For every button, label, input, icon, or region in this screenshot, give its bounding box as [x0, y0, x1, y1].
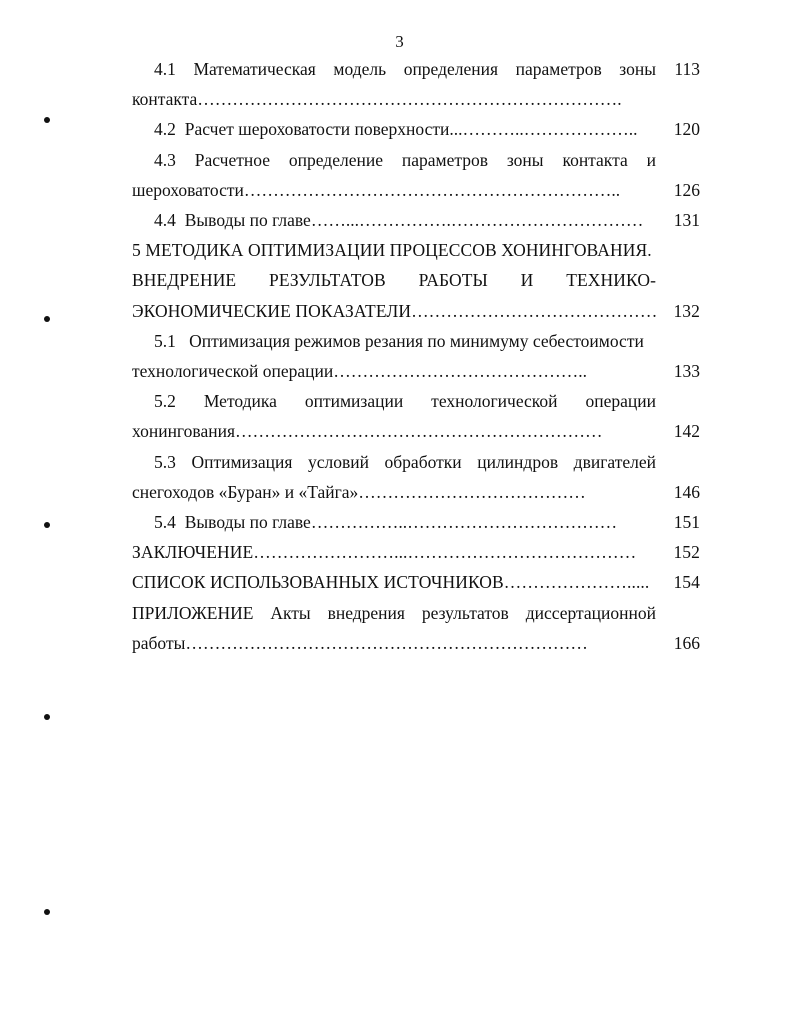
- toc-page: 133: [673, 361, 700, 382]
- toc-word: РАБОТЫ: [418, 270, 488, 291]
- toc-word: внедрения: [327, 602, 405, 623]
- toc-entry-title: Выводы по главе……...…………….……………………………: [184, 210, 644, 231]
- toc-page: 142: [673, 421, 700, 442]
- toc-entry-title-cont: ЭКОНОМИЧЕСКИЕ ПОКАЗАТЕЛИ……………………………………: [132, 300, 658, 321]
- toc-entry-5-3[interactable]: [132, 447, 700, 507]
- toc-word: Математическая: [193, 59, 316, 79]
- table-of-contents: [132, 54, 700, 658]
- toc-word: двигателей: [573, 451, 656, 472]
- toc-entry-4-4[interactable]: [132, 205, 700, 235]
- binding-hole-mark: [44, 117, 50, 123]
- toc-page: 131: [673, 210, 700, 231]
- toc-page: 146: [673, 481, 700, 502]
- toc-word: зоны: [506, 149, 544, 170]
- toc-word: И: [520, 270, 534, 291]
- toc-word: Расчетное: [194, 149, 270, 170]
- toc-word: зоны: [619, 59, 656, 79]
- toc-word: операции: [585, 391, 656, 412]
- toc-entry-number: 4.3: [154, 149, 176, 170]
- toc-word: РЕЗУЛЬТАТОВ: [269, 270, 386, 291]
- toc-entry-title-cont: шероховатости………………………………………………………..: [132, 179, 621, 200]
- toc-word: условий: [307, 451, 369, 472]
- toc-page: 154: [673, 572, 700, 593]
- toc-entry-4-1[interactable]: [132, 54, 700, 114]
- toc-entry-5-4[interactable]: [132, 507, 700, 537]
- toc-word: обработки: [384, 451, 462, 472]
- toc-word: модель: [333, 59, 387, 79]
- toc-entry-5-1[interactable]: [132, 326, 700, 386]
- toc-entry-references[interactable]: [132, 567, 700, 597]
- toc-word: ПРИЛОЖЕНИЕ: [132, 602, 254, 623]
- toc-entry-conclusion[interactable]: [132, 537, 700, 567]
- toc-entry-number: 5.2: [154, 391, 176, 412]
- toc-word: параметров: [515, 59, 602, 79]
- toc-entry-number: 5.1: [154, 330, 176, 351]
- toc-entry-title: Выводы по главе……………..………………………………: [184, 512, 618, 533]
- toc-entry-number: 4.2: [154, 119, 176, 140]
- toc-word: технологической: [431, 391, 558, 412]
- toc-entry-number: 4.1: [154, 59, 176, 79]
- toc-entry-title: Расчет шероховатости поверхности...………..………………..: [184, 119, 638, 140]
- binding-hole-mark: [44, 714, 50, 720]
- toc-word: определения: [403, 59, 499, 79]
- toc-entry-title-cont: работы……………………………………………………………: [132, 632, 588, 653]
- toc-word: Акты: [270, 602, 311, 623]
- toc-entry-4-3[interactable]: [132, 145, 700, 205]
- page-number: 3: [395, 32, 404, 51]
- toc-word: цилиндров: [477, 451, 559, 472]
- binding-hole-mark: [44, 522, 50, 528]
- toc-word: оптимизации: [304, 391, 404, 412]
- toc-word: контакта: [562, 149, 628, 170]
- toc-entry-title-cont: снегоходов «Буран» и «Тайга»…………………………………: [132, 481, 586, 502]
- binding-hole-mark: [44, 316, 50, 322]
- toc-page: 152: [673, 542, 700, 563]
- toc-entry-number: 5.4: [154, 512, 176, 533]
- toc-page: 113: [674, 59, 700, 79]
- toc-word: результатов: [421, 602, 509, 623]
- toc-entry-title: Оптимизация режимов резания по минимуму себестоимости: [189, 330, 644, 351]
- toc-word: Методика: [203, 391, 277, 412]
- toc-entry-number: 4.4: [154, 210, 176, 231]
- toc-entry-number: 5.3: [154, 451, 176, 472]
- toc-word: Оптимизация: [191, 451, 293, 472]
- toc-entry-title: 5 МЕТОДИКА ОПТИМИЗАЦИИ ПРОЦЕССОВ ХОНИНГОВАНИЯ.: [132, 240, 652, 261]
- toc-word: ТЕХНИКО-: [566, 270, 656, 291]
- toc-entry-title: ЗАКЛЮЧЕНИЕ……………………...…………………………………: [132, 542, 637, 563]
- toc-entry-title: СПИСОК ИСПОЛЬЗОВАННЫХ ИСТОЧНИКОВ………………….....: [132, 572, 650, 593]
- toc-word: определение: [288, 149, 383, 170]
- binding-hole-mark: [44, 909, 50, 915]
- toc-page: 120: [673, 119, 700, 140]
- toc-entry-5-2[interactable]: [132, 386, 700, 446]
- toc-entry-4-2[interactable]: [132, 114, 700, 144]
- toc-word: ВНЕДРЕНИЕ: [132, 270, 237, 291]
- toc-page: 126: [673, 179, 700, 200]
- toc-page: 132: [673, 300, 700, 321]
- toc-entry-title-cont: контакта……………………………………………………………….: [132, 89, 622, 110]
- toc-entry-appendix[interactable]: [132, 598, 700, 658]
- toc-entry-5[interactable]: [132, 235, 700, 326]
- toc-word: диссертационной: [525, 602, 656, 623]
- toc-word: и: [646, 149, 656, 170]
- toc-page: 166: [673, 632, 700, 653]
- toc-page: 151: [673, 512, 700, 533]
- toc-entry-title-cont: технологической операции……………………………………..: [132, 361, 587, 382]
- toc-word: параметров: [401, 149, 488, 170]
- toc-entry-title-cont: хонингования………………………………………………………: [132, 421, 603, 442]
